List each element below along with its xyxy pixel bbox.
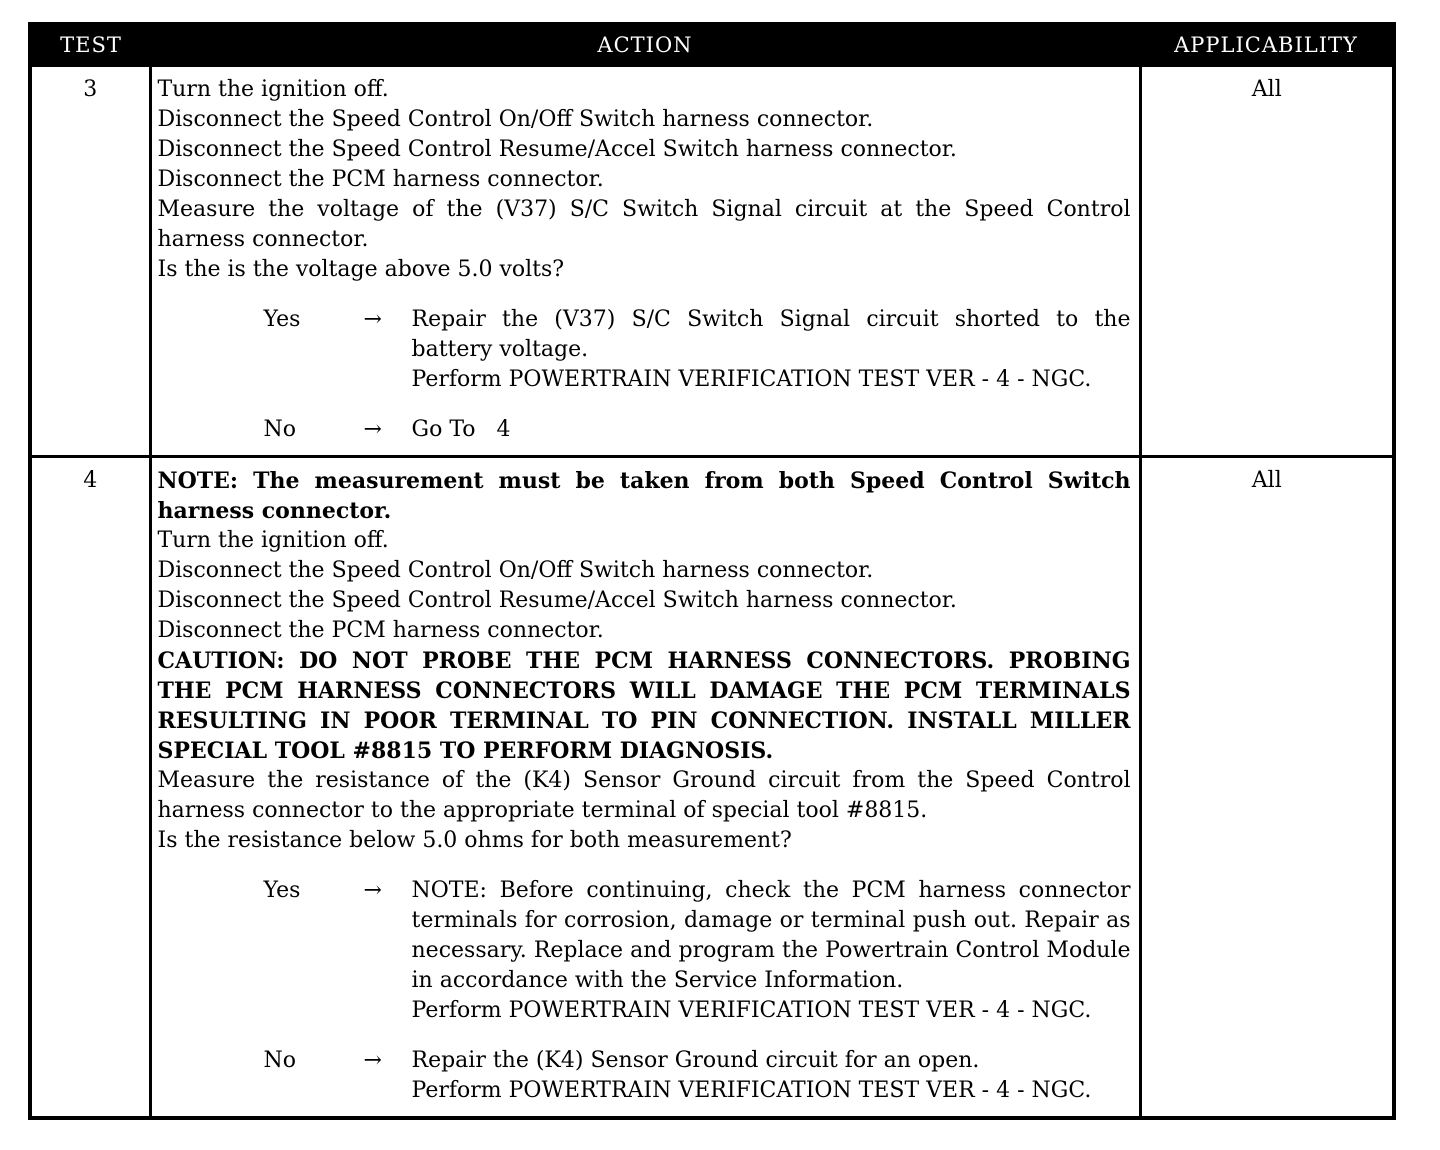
action-step: Measure the voltage of the (V37) S/C Switch Signal circuit at the Speed Control harness connector. xyxy=(157,197,1131,252)
action-cell xyxy=(150,457,1140,1117)
table-row-test-3 xyxy=(32,66,1392,457)
response-text: NOTE: Before continuing, check the PCM harness connector terminals for corrosion, damage or terminal push out. Repair as necessary. Replace and program the Powertrain Control Module in accordance with the Service Information. xyxy=(411,878,1131,993)
response-text: Go To 4 xyxy=(411,417,511,442)
applicability-value: All xyxy=(1140,66,1392,457)
action-step: Disconnect the Speed Control Resume/Accel Switch harness connector. xyxy=(157,588,957,613)
action-question: Is the resistance below 5.0 ohms for both measurement? xyxy=(157,828,792,853)
action-cell xyxy=(150,66,1140,457)
response-text: Perform POWERTRAIN VERIFICATION TEST VER - 4 - NGC. xyxy=(411,998,1092,1023)
yes-response xyxy=(158,876,1131,1026)
note-text: NOTE: The measurement must be taken from both Speed Control Switch harness connector. xyxy=(157,468,1131,524)
header-test: TEST xyxy=(32,26,150,66)
action-question: Is the is the voltage above 5.0 volts? xyxy=(157,257,565,282)
caution-text: CAUTION: DO NOT PROBE THE PCM HARNESS CONNECTORS. PROBING THE PCM HARNESS CONNECTORS WILL DAMAGE THE PCM TERMINALS RESULTING IN POOR TERMINAL TO PIN CONNECTION. INSTALL MILLER SPECIAL TOOL #8815 TO PERFORM DIAGNOSIS. xyxy=(157,648,1131,764)
response-text: Perform POWERTRAIN VERIFICATION TEST VER - 4 - NGC. xyxy=(411,367,1092,392)
response-text: Repair the (K4) Sensor Ground circuit for an open. xyxy=(411,1048,980,1073)
test-number: 4 xyxy=(32,457,150,1117)
right-arrow-icon: → xyxy=(363,878,382,903)
action-step: Measure the resistance of the (K4) Sensor Ground circuit from the Speed Control harness connector to the appropriate terminal of special tool #8815. xyxy=(157,768,1131,823)
response-text: Repair the (V37) S/C Switch Signal circuit shorted to the battery voltage. xyxy=(411,307,1131,362)
action-step: Disconnect the Speed Control On/Off Switch harness connector. xyxy=(157,558,874,583)
table-header-row xyxy=(32,26,1392,66)
action-step: Turn the ignition off. xyxy=(157,528,389,553)
right-arrow-icon: → xyxy=(363,417,382,442)
right-arrow-icon: → xyxy=(363,307,382,332)
yes-label: Yes xyxy=(263,307,301,332)
action-step: Turn the ignition off. xyxy=(157,77,389,102)
table-row-test-4 xyxy=(32,457,1392,1117)
header-applicability: APPLICABILITY xyxy=(1140,26,1392,66)
yes-response xyxy=(158,305,1131,395)
diagnostic-test-table xyxy=(28,22,1396,1120)
header-action: ACTION xyxy=(150,26,1140,66)
action-step: Disconnect the PCM harness connector. xyxy=(157,618,604,643)
applicability-value: All xyxy=(1140,457,1392,1117)
yes-label: Yes xyxy=(263,878,301,903)
no-label: No xyxy=(263,1048,296,1073)
action-step: Disconnect the Speed Control On/Off Switch harness connector. xyxy=(157,107,874,132)
right-arrow-icon: → xyxy=(363,1048,382,1073)
test-number: 3 xyxy=(32,66,150,457)
no-label: No xyxy=(263,417,296,442)
no-response xyxy=(158,415,1131,445)
no-response xyxy=(158,1046,1131,1106)
action-step: Disconnect the Speed Control Resume/Accel Switch harness connector. xyxy=(157,137,957,162)
response-text: Perform POWERTRAIN VERIFICATION TEST VER - 4 - NGC. xyxy=(411,1078,1092,1103)
action-step: Disconnect the PCM harness connector. xyxy=(157,167,604,192)
